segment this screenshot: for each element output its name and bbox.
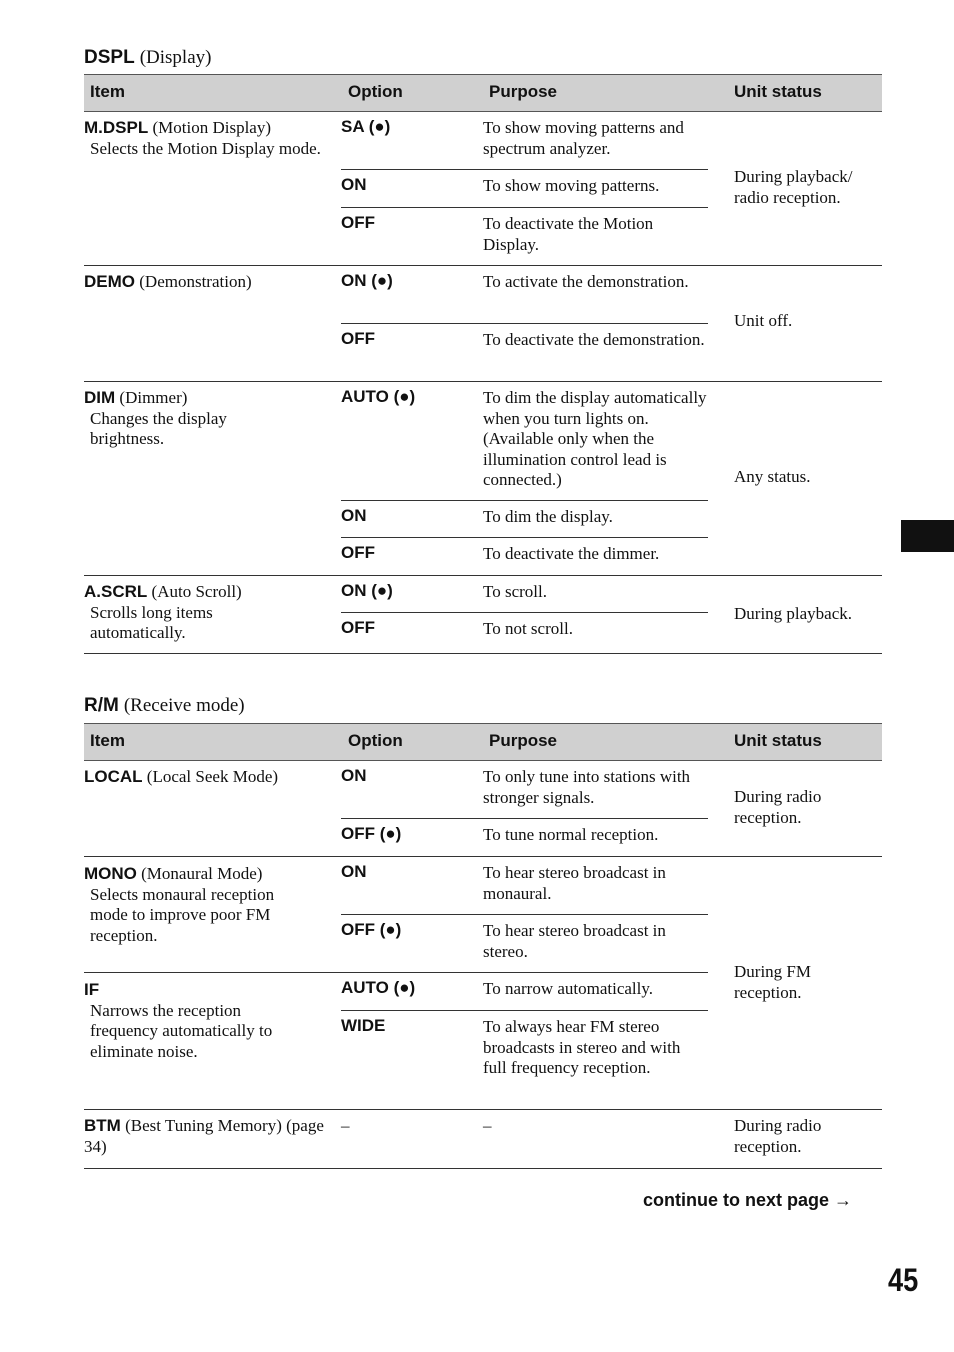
- option-row: [341, 266, 708, 324]
- purpose-text: To scroll.: [483, 582, 547, 601]
- table-row-demo: [84, 266, 882, 382]
- table-row-ascrl: [84, 576, 882, 654]
- fm-block: [84, 857, 882, 1110]
- purpose-text: To activate the demonstration.: [483, 272, 689, 291]
- option-row: [341, 576, 708, 613]
- purpose-text: –: [483, 1116, 492, 1135]
- item-name: BTM: [84, 1116, 121, 1135]
- item-full-name: (Auto Scroll): [151, 582, 242, 601]
- purpose-text: To always hear FM stereo broadcasts in stereo and with full frequency reception.: [483, 1017, 681, 1077]
- purpose-text: To show moving patterns and spectrum analyzer.: [483, 118, 684, 158]
- option-value: OFF (●): [341, 920, 402, 939]
- rm-section-title: [84, 693, 245, 718]
- item-full-name: (Best Tuning Memory) (page 34): [84, 1116, 324, 1156]
- item-cell: [84, 1116, 324, 1157]
- purpose-text: To not scroll.: [483, 619, 573, 638]
- table-row-btm: [84, 1110, 882, 1169]
- option-value: ON: [341, 175, 367, 194]
- header-item: Item: [90, 731, 125, 750]
- option-row: [341, 613, 708, 653]
- item-name: DIM: [84, 388, 116, 407]
- item-cell: [84, 767, 334, 788]
- purpose-text: To deactivate the Motion Display.: [483, 214, 654, 254]
- item-name: M.DSPL: [84, 118, 149, 137]
- header-option: Option: [348, 82, 403, 101]
- option-row: [341, 208, 708, 265]
- option-value: WIDE: [341, 1016, 386, 1035]
- page-number: 45: [888, 1262, 919, 1298]
- option-value: AUTO (●): [341, 978, 416, 997]
- unit-status: During playback.: [734, 604, 853, 623]
- rm-desc: (Receive mode): [123, 695, 245, 716]
- item-full-name: (Monaural Mode): [141, 864, 263, 883]
- unit-status: During playback/ radio reception.: [734, 167, 853, 207]
- table-row-dim: [84, 382, 882, 576]
- table-row-mdspl: [84, 112, 882, 266]
- unit-status: During radio reception.: [734, 787, 822, 827]
- item-name: IF: [84, 980, 100, 999]
- option-value: OFF: [341, 618, 375, 637]
- dspl-table-header: [84, 74, 882, 112]
- rm-table: [84, 723, 882, 1169]
- item-full-name: (Dimmer): [119, 388, 188, 407]
- option-row: [341, 1011, 708, 1109]
- item-full-name: (Motion Display): [152, 118, 272, 137]
- option-value: OFF: [341, 213, 375, 232]
- header-item: Item: [90, 82, 125, 101]
- option-row: [341, 382, 708, 501]
- item-description: Selects monaural reception mode to improve poor FM reception.: [90, 884, 275, 945]
- dspl-section-title: [84, 45, 211, 70]
- header-option: Option: [348, 731, 403, 750]
- item-name: LOCAL: [84, 767, 143, 786]
- item-cell-if: [84, 980, 309, 1062]
- option-row: [341, 324, 708, 381]
- option-row: [341, 538, 708, 575]
- option-row: [341, 112, 708, 170]
- item-name: A.SCRL: [84, 582, 148, 601]
- option-row: [341, 857, 708, 915]
- option-value: ON (●): [341, 271, 393, 290]
- option-value: ON (●): [341, 581, 393, 600]
- rm-code: R/M: [84, 695, 119, 716]
- option-value: OFF: [341, 329, 375, 348]
- purpose-text: To show moving patterns.: [483, 176, 660, 195]
- item-cell: [84, 582, 324, 644]
- purpose-text: To tune normal reception.: [483, 825, 659, 844]
- dspl-code: DSPL: [84, 47, 135, 68]
- item-description: Changes the display brightness.: [90, 408, 227, 448]
- option-value: AUTO (●): [341, 387, 416, 406]
- unit-status: During radio reception.: [734, 1116, 822, 1156]
- option-row: [341, 819, 708, 856]
- purpose-text: To deactivate the dimmer.: [483, 544, 660, 563]
- option-row: [341, 973, 708, 1011]
- item-name: MONO: [84, 864, 137, 883]
- item-description: Narrows the reception frequency automatically to eliminate noise.: [90, 1000, 273, 1061]
- unit-status: During FM reception.: [734, 962, 811, 1002]
- dspl-desc: (Display): [139, 47, 212, 68]
- unit-status: Unit off.: [734, 311, 793, 330]
- item-full-name: (Demonstration): [139, 272, 252, 291]
- purpose-text: To narrow automatically.: [483, 979, 654, 998]
- table-row-local: [84, 761, 882, 857]
- continue-next-page: continue to next page →: [643, 1190, 853, 1210]
- option-value: OFF: [341, 543, 375, 562]
- item-name: DEMO: [84, 272, 135, 291]
- item-cell: [84, 118, 324, 159]
- dspl-table: [84, 74, 882, 654]
- item-cell: [84, 388, 324, 450]
- purpose-text: To dim the display.: [483, 507, 613, 526]
- option-value: ON: [341, 862, 367, 881]
- header-status: Unit status: [734, 731, 822, 750]
- header-purpose: Purpose: [489, 731, 558, 750]
- header-purpose: Purpose: [489, 82, 558, 101]
- rm-table-header: [84, 723, 882, 761]
- item-full-name: (Local Seek Mode): [146, 767, 279, 786]
- unit-status: Any status.: [734, 467, 811, 486]
- item-cell: [84, 272, 324, 293]
- section-tab-marker: [901, 520, 954, 552]
- option-row: [341, 915, 708, 973]
- option-row: [341, 170, 708, 208]
- purpose-text: To deactivate the demonstration.: [483, 330, 705, 349]
- purpose-text: To only tune into stations with stronger signals.: [483, 767, 691, 807]
- purpose-text: To dim the display automatically when you turn lights on. (Available only when the illumination control lead is connected.): [483, 388, 707, 489]
- header-status: Unit status: [734, 82, 822, 101]
- option-value: ON: [341, 506, 367, 525]
- option-value: SA (●): [341, 117, 391, 136]
- option-value: –: [341, 1116, 350, 1135]
- option-value: ON: [341, 766, 367, 785]
- item-description: Selects the Motion Display mode.: [90, 138, 321, 158]
- purpose-text: To hear stereo broadcast in monaural.: [483, 863, 666, 903]
- option-row: [341, 761, 708, 819]
- item-description: Scrolls long items automatically.: [90, 602, 213, 642]
- purpose-text: To hear stereo broadcast in stereo.: [483, 921, 666, 961]
- option-value: OFF (●): [341, 824, 402, 843]
- item-cell-mono: [84, 864, 309, 946]
- option-row: [341, 501, 708, 538]
